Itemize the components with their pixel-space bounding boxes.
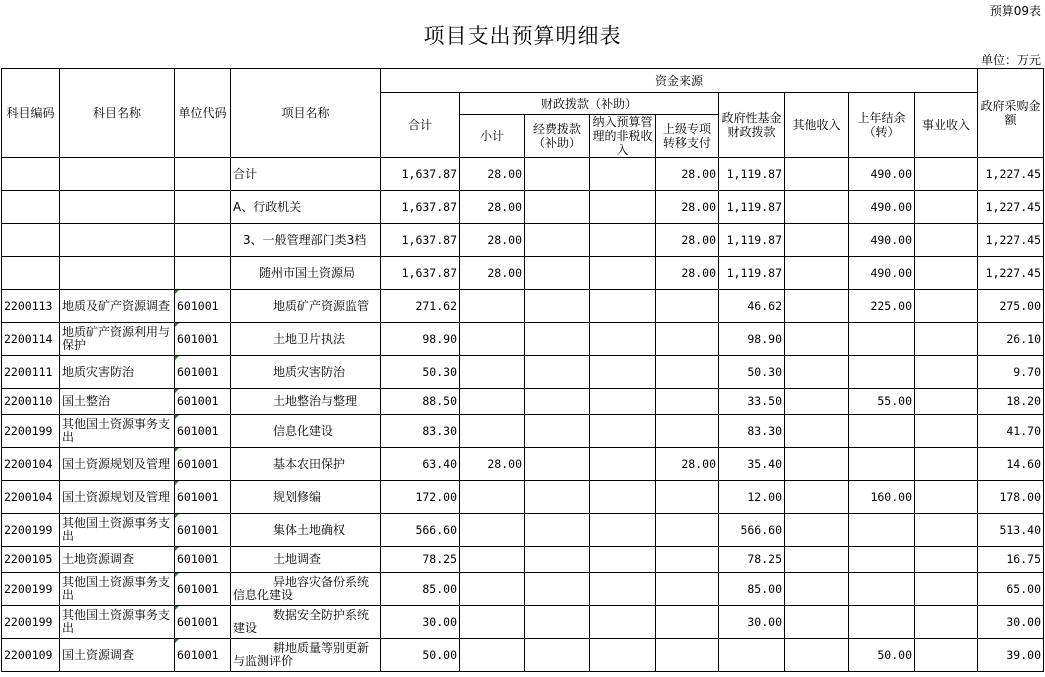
cell-transfer bbox=[656, 356, 719, 389]
header-nontax: 纳入预算管理的非税收入 bbox=[590, 115, 656, 158]
table-row bbox=[2, 389, 1044, 415]
cell-subtotal: 28.00 bbox=[460, 448, 525, 481]
page-title: 项目支出预算明细表 bbox=[423, 24, 622, 48]
table-body bbox=[2, 158, 1044, 672]
cell-procurement: 16.75 bbox=[978, 547, 1044, 573]
cell-total: 1,637.87 bbox=[381, 191, 460, 224]
cell-code: 2200199 bbox=[2, 606, 60, 639]
cell-gov-fund: 12.00 bbox=[719, 481, 785, 514]
cell-unit-code bbox=[175, 257, 231, 290]
cell-subject bbox=[60, 224, 175, 257]
cell-unit-code: 601001 bbox=[175, 573, 231, 606]
cell-business-income bbox=[915, 481, 978, 514]
cell-subject: 国土资源调查 bbox=[60, 639, 175, 672]
cell-code bbox=[2, 191, 60, 224]
table-row bbox=[2, 224, 1044, 257]
cell-other-income bbox=[785, 290, 849, 323]
cell-subtotal bbox=[460, 356, 525, 389]
cell-other-income bbox=[785, 356, 849, 389]
cell-carryover: 50.00 bbox=[849, 639, 915, 672]
cell-code: 2200114 bbox=[2, 323, 60, 356]
header-procurement: 政府采购金额 bbox=[978, 69, 1044, 158]
cell-procurement: 1,227.45 bbox=[978, 257, 1044, 290]
cell-operating bbox=[525, 323, 590, 356]
table-header bbox=[2, 69, 1044, 158]
cell-carryover: 490.00 bbox=[849, 257, 915, 290]
cell-subtotal bbox=[460, 481, 525, 514]
cell-unit-code: 601001 bbox=[175, 389, 231, 415]
cell-carryover bbox=[849, 573, 915, 606]
cell-code: 2200199 bbox=[2, 415, 60, 448]
cell-total: 566.60 bbox=[381, 514, 460, 547]
table-row bbox=[2, 639, 1044, 672]
cell-nontax bbox=[590, 547, 656, 573]
cell-other-income bbox=[785, 547, 849, 573]
cell-nontax bbox=[590, 224, 656, 257]
cell-unit-code bbox=[175, 191, 231, 224]
cell-gov-fund: 1,119.87 bbox=[719, 158, 785, 191]
header-subject: 科目名称 bbox=[60, 69, 175, 158]
cell-gov-fund: 33.50 bbox=[719, 389, 785, 415]
header-fiscal: 财政拨款（补助） bbox=[460, 93, 719, 115]
cell-total: 1,637.87 bbox=[381, 158, 460, 191]
cell-total: 1,637.87 bbox=[381, 224, 460, 257]
cell-carryover: 490.00 bbox=[849, 191, 915, 224]
cell-code bbox=[2, 257, 60, 290]
cell-project: 土地整治与整理 bbox=[231, 389, 381, 415]
cell-business-income bbox=[915, 547, 978, 573]
table-row bbox=[2, 290, 1044, 323]
cell-project: 随州市国土资源局 bbox=[231, 257, 381, 290]
cell-transfer bbox=[656, 514, 719, 547]
cell-other-income bbox=[785, 389, 849, 415]
cell-other-income bbox=[785, 606, 849, 639]
cell-operating bbox=[525, 415, 590, 448]
cell-business-income bbox=[915, 448, 978, 481]
cell-gov-fund: 46.62 bbox=[719, 290, 785, 323]
cell-gov-fund: 85.00 bbox=[719, 573, 785, 606]
cell-unit-code: 601001 bbox=[175, 290, 231, 323]
cell-business-income bbox=[915, 415, 978, 448]
cell-transfer bbox=[656, 547, 719, 573]
cell-transfer bbox=[656, 415, 719, 448]
table-row bbox=[2, 606, 1044, 639]
cell-other-income bbox=[785, 257, 849, 290]
header-unit-code: 单位代码 bbox=[175, 69, 231, 158]
table-row bbox=[2, 323, 1044, 356]
cell-gov-fund: 1,119.87 bbox=[719, 191, 785, 224]
cell-business-income bbox=[915, 573, 978, 606]
cell-subtotal bbox=[460, 415, 525, 448]
cell-code: 2200104 bbox=[2, 481, 60, 514]
header-carryover: 上年结余（转） bbox=[849, 93, 915, 158]
cell-nontax bbox=[590, 191, 656, 224]
cell-other-income bbox=[785, 323, 849, 356]
header-other-income: 其他收入 bbox=[785, 93, 849, 158]
cell-code: 2200104 bbox=[2, 448, 60, 481]
cell-other-income bbox=[785, 573, 849, 606]
cell-operating bbox=[525, 356, 590, 389]
cell-carryover bbox=[849, 514, 915, 547]
cell-nontax bbox=[590, 639, 656, 672]
cell-carryover bbox=[849, 448, 915, 481]
header-transfer: 上级专项转移支付 bbox=[656, 115, 719, 158]
cell-subject: 地质灾害防治 bbox=[60, 356, 175, 389]
table-row bbox=[2, 547, 1044, 573]
cell-gov-fund: 1,119.87 bbox=[719, 224, 785, 257]
table-row bbox=[2, 448, 1044, 481]
cell-unit-code: 601001 bbox=[175, 356, 231, 389]
cell-subject bbox=[60, 257, 175, 290]
cell-total: 271.62 bbox=[381, 290, 460, 323]
cell-procurement: 1,227.45 bbox=[978, 224, 1044, 257]
cell-procurement: 9.70 bbox=[978, 356, 1044, 389]
cell-subject bbox=[60, 191, 175, 224]
cell-business-income bbox=[915, 389, 978, 415]
header-project: 项目名称 bbox=[231, 69, 381, 158]
cell-nontax bbox=[590, 606, 656, 639]
cell-project: 规划修编 bbox=[231, 481, 381, 514]
table-row bbox=[2, 573, 1044, 606]
cell-carryover: 490.00 bbox=[849, 224, 915, 257]
cell-subject bbox=[60, 158, 175, 191]
cell-project: 3、一般管理部门类3档 bbox=[231, 224, 381, 257]
cell-other-income bbox=[785, 191, 849, 224]
cell-transfer: 28.00 bbox=[656, 257, 719, 290]
table-row bbox=[2, 257, 1044, 290]
cell-project: 数据安全防护系统建设 bbox=[231, 606, 381, 639]
cell-operating bbox=[525, 573, 590, 606]
cell-nontax bbox=[590, 257, 656, 290]
header-gov-fund: 政府性基金财政拨款 bbox=[719, 93, 785, 158]
cell-business-income bbox=[915, 606, 978, 639]
cell-carryover bbox=[849, 356, 915, 389]
cell-nontax bbox=[590, 481, 656, 514]
header-operating: 经费拨款（补助） bbox=[525, 115, 590, 158]
cell-other-income bbox=[785, 639, 849, 672]
cell-unit-code: 601001 bbox=[175, 323, 231, 356]
cell-business-income bbox=[915, 224, 978, 257]
table-row bbox=[2, 356, 1044, 389]
cell-subtotal: 28.00 bbox=[460, 224, 525, 257]
cell-subject: 其他国土资源事务支出 bbox=[60, 415, 175, 448]
cell-procurement: 275.00 bbox=[978, 290, 1044, 323]
cell-other-income bbox=[785, 224, 849, 257]
cell-total: 30.00 bbox=[381, 606, 460, 639]
cell-procurement: 14.60 bbox=[978, 448, 1044, 481]
cell-carryover bbox=[849, 323, 915, 356]
cell-operating bbox=[525, 547, 590, 573]
cell-transfer: 28.00 bbox=[656, 191, 719, 224]
cell-other-income bbox=[785, 415, 849, 448]
cell-project: 信息化建设 bbox=[231, 415, 381, 448]
cell-operating bbox=[525, 224, 590, 257]
cell-procurement: 18.20 bbox=[978, 389, 1044, 415]
cell-business-income bbox=[915, 158, 978, 191]
cell-business-income bbox=[915, 257, 978, 290]
header-total: 合计 bbox=[381, 93, 460, 158]
cell-operating bbox=[525, 290, 590, 323]
cell-nontax bbox=[590, 356, 656, 389]
table-row bbox=[2, 514, 1044, 547]
cell-code bbox=[2, 158, 60, 191]
cell-unit-code: 601001 bbox=[175, 415, 231, 448]
table-row bbox=[2, 481, 1044, 514]
cell-code: 2200113 bbox=[2, 290, 60, 323]
cell-gov-fund: 30.00 bbox=[719, 606, 785, 639]
cell-business-income bbox=[915, 639, 978, 672]
cell-carryover: 55.00 bbox=[849, 389, 915, 415]
cell-operating bbox=[525, 158, 590, 191]
cell-operating bbox=[525, 389, 590, 415]
cell-gov-fund: 1,119.87 bbox=[719, 257, 785, 290]
cell-procurement: 1,227.45 bbox=[978, 158, 1044, 191]
cell-project: 地质矿产资源监管 bbox=[231, 290, 381, 323]
cell-carryover bbox=[849, 415, 915, 448]
cell-project: 土地调查 bbox=[231, 547, 381, 573]
cell-business-income bbox=[915, 191, 978, 224]
cell-total: 1,637.87 bbox=[381, 257, 460, 290]
cell-business-income bbox=[915, 514, 978, 547]
cell-nontax bbox=[590, 573, 656, 606]
cell-project: 合计 bbox=[231, 158, 381, 191]
cell-nontax bbox=[590, 323, 656, 356]
cell-transfer bbox=[656, 323, 719, 356]
cell-code bbox=[2, 224, 60, 257]
cell-total: 88.50 bbox=[381, 389, 460, 415]
header-subtotal: 小计 bbox=[460, 115, 525, 158]
cell-procurement: 26.10 bbox=[978, 323, 1044, 356]
cell-subtotal: 28.00 bbox=[460, 191, 525, 224]
cell-unit-code: 601001 bbox=[175, 514, 231, 547]
cell-transfer bbox=[656, 290, 719, 323]
cell-subject: 其他国土资源事务支出 bbox=[60, 514, 175, 547]
cell-unit-code: 601001 bbox=[175, 481, 231, 514]
budget-table bbox=[1, 68, 1044, 672]
cell-total: 172.00 bbox=[381, 481, 460, 514]
cell-code: 2200199 bbox=[2, 514, 60, 547]
cell-subject: 国土整治 bbox=[60, 389, 175, 415]
cell-operating bbox=[525, 448, 590, 481]
cell-subject: 其他国土资源事务支出 bbox=[60, 573, 175, 606]
cell-carryover: 225.00 bbox=[849, 290, 915, 323]
cell-transfer: 28.00 bbox=[656, 448, 719, 481]
cell-transfer bbox=[656, 639, 719, 672]
cell-total: 63.40 bbox=[381, 448, 460, 481]
cell-subtotal bbox=[460, 547, 525, 573]
cell-project: 耕地质量等别更新与监测评价 bbox=[231, 639, 381, 672]
cell-subtotal bbox=[460, 639, 525, 672]
cell-gov-fund: 50.30 bbox=[719, 356, 785, 389]
cell-gov-fund: 83.30 bbox=[719, 415, 785, 448]
cell-unit-code bbox=[175, 224, 231, 257]
cell-procurement: 513.40 bbox=[978, 514, 1044, 547]
cell-carryover bbox=[849, 606, 915, 639]
cell-total: 50.00 bbox=[381, 639, 460, 672]
cell-nontax bbox=[590, 389, 656, 415]
header-funding-source: 资金来源 bbox=[381, 69, 978, 93]
cell-subtotal bbox=[460, 323, 525, 356]
header-code: 科目编码 bbox=[2, 69, 60, 158]
cell-total: 78.25 bbox=[381, 547, 460, 573]
cell-project: 集体土地确权 bbox=[231, 514, 381, 547]
cell-transfer bbox=[656, 481, 719, 514]
cell-operating bbox=[525, 639, 590, 672]
table-row bbox=[2, 158, 1044, 191]
cell-subtotal bbox=[460, 514, 525, 547]
table-row bbox=[2, 191, 1044, 224]
cell-procurement: 39.00 bbox=[978, 639, 1044, 672]
form-number: 预算09表 bbox=[989, 4, 1041, 18]
cell-unit-code: 601001 bbox=[175, 547, 231, 573]
cell-other-income bbox=[785, 158, 849, 191]
cell-transfer bbox=[656, 606, 719, 639]
cell-operating bbox=[525, 191, 590, 224]
cell-project: 土地卫片执法 bbox=[231, 323, 381, 356]
cell-subject: 地质矿产资源利用与保护 bbox=[60, 323, 175, 356]
cell-nontax bbox=[590, 158, 656, 191]
cell-carryover bbox=[849, 547, 915, 573]
cell-subtotal: 28.00 bbox=[460, 158, 525, 191]
cell-business-income bbox=[915, 290, 978, 323]
cell-carryover: 490.00 bbox=[849, 158, 915, 191]
cell-code: 2200110 bbox=[2, 389, 60, 415]
cell-operating bbox=[525, 514, 590, 547]
cell-project: 地质灾害防治 bbox=[231, 356, 381, 389]
cell-gov-fund: 98.90 bbox=[719, 323, 785, 356]
cell-nontax bbox=[590, 290, 656, 323]
cell-operating bbox=[525, 606, 590, 639]
cell-code: 2200199 bbox=[2, 573, 60, 606]
cell-project: 异地容灾备份系统信息化建设 bbox=[231, 573, 381, 606]
cell-subject: 其他国土资源事务支出 bbox=[60, 606, 175, 639]
cell-carryover: 160.00 bbox=[849, 481, 915, 514]
cell-total: 85.00 bbox=[381, 573, 460, 606]
cell-operating bbox=[525, 257, 590, 290]
cell-gov-fund: 78.25 bbox=[719, 547, 785, 573]
cell-total: 50.30 bbox=[381, 356, 460, 389]
cell-transfer: 28.00 bbox=[656, 158, 719, 191]
cell-procurement: 1,227.45 bbox=[978, 191, 1044, 224]
cell-subject: 土地资源调查 bbox=[60, 547, 175, 573]
cell-gov-fund: 566.60 bbox=[719, 514, 785, 547]
cell-unit-code: 601001 bbox=[175, 606, 231, 639]
cell-business-income bbox=[915, 356, 978, 389]
cell-procurement: 178.00 bbox=[978, 481, 1044, 514]
cell-transfer: 28.00 bbox=[656, 224, 719, 257]
cell-unit-code: 601001 bbox=[175, 448, 231, 481]
cell-other-income bbox=[785, 448, 849, 481]
cell-procurement: 65.00 bbox=[978, 573, 1044, 606]
cell-subtotal bbox=[460, 573, 525, 606]
cell-gov-fund: 35.40 bbox=[719, 448, 785, 481]
cell-nontax bbox=[590, 448, 656, 481]
cell-procurement: 41.70 bbox=[978, 415, 1044, 448]
table-row bbox=[2, 415, 1044, 448]
cell-total: 98.90 bbox=[381, 323, 460, 356]
cell-total: 83.30 bbox=[381, 415, 460, 448]
cell-project: 基本农田保护 bbox=[231, 448, 381, 481]
header-business-income: 事业收入 bbox=[915, 93, 978, 158]
cell-other-income bbox=[785, 481, 849, 514]
cell-code: 2200105 bbox=[2, 547, 60, 573]
cell-subtotal bbox=[460, 389, 525, 415]
cell-unit-code bbox=[175, 158, 231, 191]
cell-code: 2200109 bbox=[2, 639, 60, 672]
cell-nontax bbox=[590, 514, 656, 547]
cell-unit-code: 601001 bbox=[175, 639, 231, 672]
cell-gov-fund bbox=[719, 639, 785, 672]
cell-subject: 国土资源规划及管理 bbox=[60, 448, 175, 481]
cell-code: 2200111 bbox=[2, 356, 60, 389]
cell-business-income bbox=[915, 323, 978, 356]
cell-subject: 国土资源规划及管理 bbox=[60, 481, 175, 514]
cell-transfer bbox=[656, 389, 719, 415]
cell-nontax bbox=[590, 415, 656, 448]
cell-project: A、行政机关 bbox=[231, 191, 381, 224]
cell-subtotal bbox=[460, 290, 525, 323]
cell-operating bbox=[525, 481, 590, 514]
cell-subtotal bbox=[460, 606, 525, 639]
cell-transfer bbox=[656, 573, 719, 606]
cell-subject: 地质及矿产资源调查 bbox=[60, 290, 175, 323]
cell-other-income bbox=[785, 514, 849, 547]
cell-subtotal: 28.00 bbox=[460, 257, 525, 290]
cell-procurement: 30.00 bbox=[978, 606, 1044, 639]
unit-label: 单位：万元 bbox=[980, 53, 1041, 67]
